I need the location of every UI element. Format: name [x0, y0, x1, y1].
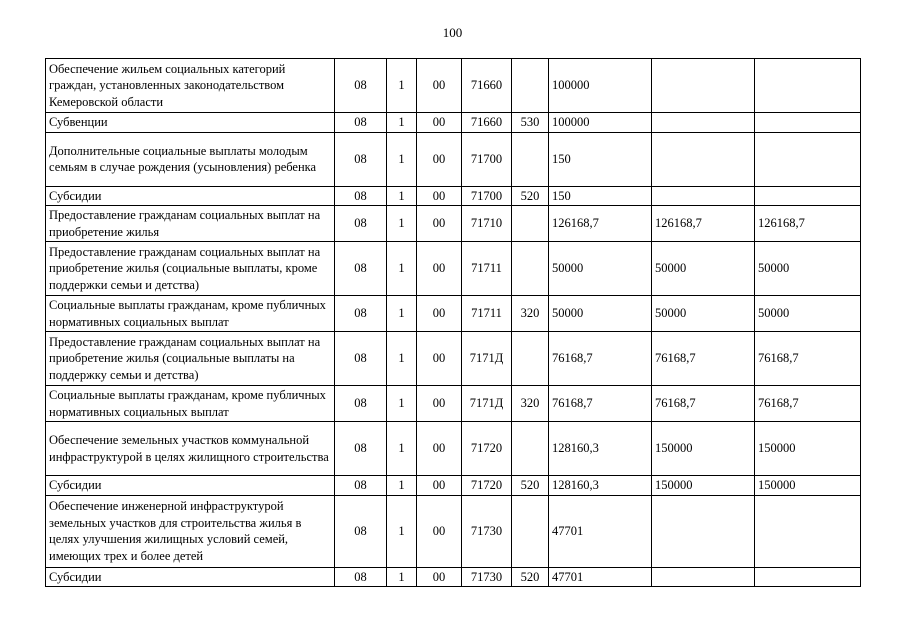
table-row — [46, 186, 861, 206]
budget-table — [45, 58, 861, 587]
amount-year-1-cell: 128160,3 — [549, 422, 652, 476]
target-code-cell: 71660 — [462, 59, 512, 113]
section-code-cell: 08 — [335, 476, 387, 496]
expense-type-cell — [512, 332, 549, 386]
amount-year-1-cell: 47701 — [549, 495, 652, 567]
amount-year-2-cell — [652, 567, 755, 587]
program-code-cell: 00 — [417, 113, 462, 133]
table-row — [46, 386, 861, 422]
row-name-cell: Предоставление гражданам социальных выплат на приобретение жилья (социальные выплаты на поддержку семьи и детства) — [46, 332, 335, 386]
subsection-code-cell: 1 — [387, 242, 417, 296]
expense-type-cell: 520 — [512, 186, 549, 206]
expense-type-cell: 520 — [512, 567, 549, 587]
amount-year-2-cell — [652, 113, 755, 133]
expense-type-cell: 530 — [512, 113, 549, 133]
row-name-cell: Субвенции — [46, 113, 335, 133]
amount-year-3-cell: 76168,7 — [755, 332, 861, 386]
expense-type-cell — [512, 132, 549, 186]
table-row — [46, 567, 861, 587]
row-name-cell: Субсидии — [46, 567, 335, 587]
amount-year-2-cell: 150000 — [652, 476, 755, 496]
amount-year-3-cell: 126168,7 — [755, 206, 861, 242]
target-code-cell: 71730 — [462, 495, 512, 567]
subsection-code-cell: 1 — [387, 132, 417, 186]
amount-year-3-cell: 76168,7 — [755, 386, 861, 422]
section-code-cell: 08 — [335, 422, 387, 476]
amount-year-2-cell — [652, 495, 755, 567]
expense-type-cell: 320 — [512, 296, 549, 332]
amount-year-1-cell: 100000 — [549, 59, 652, 113]
subsection-code-cell: 1 — [387, 422, 417, 476]
row-name-cell: Обеспечение земельных участков коммунальной инфраструктурой в целях жилищного строительства — [46, 422, 335, 476]
row-name-cell: Предоставление гражданам социальных выплат на приобретение жилья — [46, 206, 335, 242]
expense-type-cell — [512, 242, 549, 296]
target-code-cell: 71720 — [462, 476, 512, 496]
section-code-cell: 08 — [335, 386, 387, 422]
expense-type-cell: 320 — [512, 386, 549, 422]
target-code-cell: 7171Д — [462, 332, 512, 386]
subsection-code-cell: 1 — [387, 186, 417, 206]
amount-year-3-cell: 50000 — [755, 296, 861, 332]
table-row — [46, 332, 861, 386]
amount-year-3-cell — [755, 186, 861, 206]
amount-year-1-cell: 47701 — [549, 567, 652, 587]
table-row — [46, 132, 861, 186]
row-name-cell: Социальные выплаты гражданам, кроме публичных нормативных социальных выплат — [46, 296, 335, 332]
program-code-cell: 00 — [417, 567, 462, 587]
amount-year-2-cell — [652, 132, 755, 186]
section-code-cell: 08 — [335, 567, 387, 587]
target-code-cell: 71700 — [462, 132, 512, 186]
amount-year-1-cell: 50000 — [549, 242, 652, 296]
section-code-cell: 08 — [335, 59, 387, 113]
expense-type-cell — [512, 206, 549, 242]
amount-year-3-cell — [755, 113, 861, 133]
table-row — [46, 422, 861, 476]
program-code-cell: 00 — [417, 495, 462, 567]
subsection-code-cell: 1 — [387, 206, 417, 242]
table-row — [46, 59, 861, 113]
section-code-cell: 08 — [335, 296, 387, 332]
target-code-cell: 71711 — [462, 242, 512, 296]
target-code-cell: 71700 — [462, 186, 512, 206]
program-code-cell: 00 — [417, 242, 462, 296]
subsection-code-cell: 1 — [387, 476, 417, 496]
program-code-cell: 00 — [417, 422, 462, 476]
expense-type-cell — [512, 495, 549, 567]
target-code-cell: 71660 — [462, 113, 512, 133]
subsection-code-cell: 1 — [387, 113, 417, 133]
amount-year-3-cell — [755, 567, 861, 587]
table-row — [46, 296, 861, 332]
target-code-cell: 7171Д — [462, 386, 512, 422]
amount-year-1-cell: 150 — [549, 186, 652, 206]
amount-year-2-cell: 50000 — [652, 296, 755, 332]
row-name-cell: Предоставление гражданам социальных выплат на приобретение жилья (социальные выплаты, кроме поддержки семьи и детства) — [46, 242, 335, 296]
amount-year-1-cell: 100000 — [549, 113, 652, 133]
section-code-cell: 08 — [335, 332, 387, 386]
program-code-cell: 00 — [417, 186, 462, 206]
program-code-cell: 00 — [417, 476, 462, 496]
amount-year-2-cell — [652, 59, 755, 113]
amount-year-1-cell: 128160,3 — [549, 476, 652, 496]
amount-year-1-cell: 76168,7 — [549, 386, 652, 422]
section-code-cell: 08 — [335, 113, 387, 133]
subsection-code-cell: 1 — [387, 567, 417, 587]
table-body — [46, 59, 861, 587]
amount-year-1-cell: 76168,7 — [549, 332, 652, 386]
amount-year-1-cell: 150 — [549, 132, 652, 186]
expense-type-cell — [512, 59, 549, 113]
amount-year-2-cell: 50000 — [652, 242, 755, 296]
amount-year-3-cell: 50000 — [755, 242, 861, 296]
program-code-cell: 00 — [417, 206, 462, 242]
program-code-cell: 00 — [417, 59, 462, 113]
subsection-code-cell: 1 — [387, 296, 417, 332]
row-name-cell: Субсидии — [46, 476, 335, 496]
amount-year-3-cell — [755, 132, 861, 186]
table-row — [46, 495, 861, 567]
target-code-cell: 71730 — [462, 567, 512, 587]
row-name-cell: Субсидии — [46, 186, 335, 206]
program-code-cell: 00 — [417, 386, 462, 422]
row-name-cell: Социальные выплаты гражданам, кроме публичных нормативных социальных выплат — [46, 386, 335, 422]
program-code-cell: 00 — [417, 296, 462, 332]
subsection-code-cell: 1 — [387, 332, 417, 386]
amount-year-2-cell: 150000 — [652, 422, 755, 476]
amount-year-2-cell: 76168,7 — [652, 386, 755, 422]
expense-type-cell: 520 — [512, 476, 549, 496]
section-code-cell: 08 — [335, 132, 387, 186]
amount-year-2-cell: 126168,7 — [652, 206, 755, 242]
amount-year-1-cell: 50000 — [549, 296, 652, 332]
row-name-cell: Дополнительные социальные выплаты молодым семьям в случае рождения (усыновления) ребенка — [46, 132, 335, 186]
target-code-cell: 71720 — [462, 422, 512, 476]
section-code-cell: 08 — [335, 186, 387, 206]
page-number: 100 — [442, 25, 463, 40]
section-code-cell: 08 — [335, 206, 387, 242]
section-code-cell: 08 — [335, 495, 387, 567]
amount-year-3-cell — [755, 495, 861, 567]
target-code-cell: 71711 — [462, 296, 512, 332]
amount-year-2-cell: 76168,7 — [652, 332, 755, 386]
row-name-cell: Обеспечение жильем социальных категорий граждан, установленных законодательством Кемеровской области — [46, 59, 335, 113]
row-name-cell: Обеспечение инженерной инфраструктурой земельных участков для строительства жилья в целях улучшения жилищных условий семей, имеющих трех и более детей — [46, 495, 335, 567]
subsection-code-cell: 1 — [387, 386, 417, 422]
subsection-code-cell: 1 — [387, 59, 417, 113]
amount-year-2-cell — [652, 186, 755, 206]
subsection-code-cell: 1 — [387, 495, 417, 567]
program-code-cell: 00 — [417, 132, 462, 186]
amount-year-3-cell — [755, 59, 861, 113]
expense-type-cell — [512, 422, 549, 476]
section-code-cell: 08 — [335, 242, 387, 296]
table-row — [46, 113, 861, 133]
table-row — [46, 206, 861, 242]
amount-year-3-cell: 150000 — [755, 476, 861, 496]
table-row — [46, 476, 861, 496]
amount-year-1-cell: 126168,7 — [549, 206, 652, 242]
target-code-cell: 71710 — [462, 206, 512, 242]
program-code-cell: 00 — [417, 332, 462, 386]
amount-year-3-cell: 150000 — [755, 422, 861, 476]
table-row — [46, 242, 861, 296]
